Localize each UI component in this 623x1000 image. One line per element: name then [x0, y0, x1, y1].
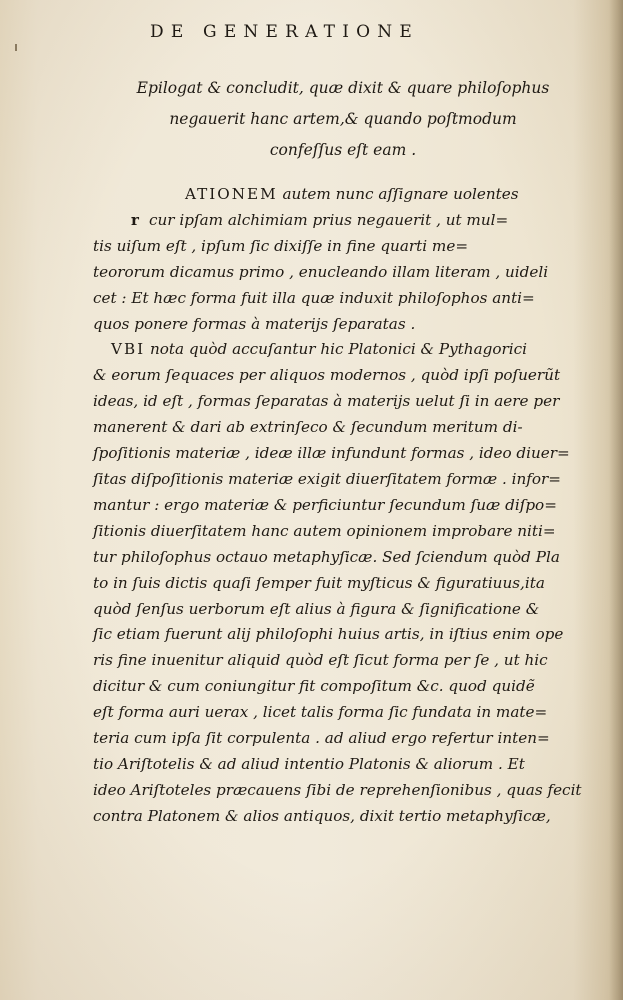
text-line: ris fine inuenitur aliquid quòd eſt ſicut forma per ſe , ut hic	[93, 651, 548, 670]
text-line: & eorum ſequaces per aliquos modernos , quòd ipſi poſuerũt	[93, 366, 561, 385]
text-line: to in ſuis dictis quaſi ſemper fuit myſticus & figuratiuus,ita	[93, 573, 545, 592]
text-line: ſpoſitionis materiæ , ideæ illæ infundunt formas , ideo diuer=	[93, 444, 570, 463]
line-text: nota quòd accuſantur hic Platonici & Pythagorici	[149, 340, 527, 359]
text-line: ideo Ariſtoteles præcauens ſibi de reprehenſionibus , quas fecit	[93, 780, 582, 799]
text-line: tur philoſophus octauo metaphyſicæ. Sed ſciendum quòd Pla	[93, 547, 560, 566]
line-text: autem nunc aſſignare uolentes	[282, 185, 519, 203]
text-line: ſitionis diuerſitatem hanc autem opinionem improbare niti=	[93, 521, 556, 540]
text-line: cet : Et hæc forma fuit illa quæ induxit philoſophos anti=	[93, 288, 535, 307]
text-line: quos ponere formas à materijs ſeparatas .	[93, 314, 416, 333]
summary-line: negauerit hanc artem,& quando poſtmodum	[169, 110, 517, 128]
text-line: quòd ſenſus uerborum eſt alius à figura & ſignificatione &	[93, 599, 540, 618]
text-line: teria cum ipſa ſit corpulenta . ad aliud ergo refertur inten=	[93, 729, 550, 748]
text-line	[93, 337, 588, 363]
page-edge-shadow	[609, 0, 623, 1000]
text-line: ſic etiam fuerunt alij philoſophi huius artis, in iſtius enim ope	[93, 625, 564, 644]
text-line: dicitur & cum coniungitur fit compoſitum &c. quod quidẽ	[93, 677, 535, 696]
running-head: DE GENERATIONE	[150, 22, 419, 42]
text-line: ideas, id eſt , formas ſeparatas à materijs uelut ſi in aere per	[93, 392, 560, 411]
text-line: ſitas diſpoſitionis materiæ exigit diuerſitatem formæ . infor=	[93, 469, 561, 488]
text-line	[93, 208, 588, 234]
chapter-summary	[123, 73, 563, 166]
initial-letter: r	[131, 210, 139, 229]
summary-line: Epilogat & concludit, quæ dixit & quare philoſophus	[136, 79, 550, 97]
text-line: contra Platonem & alios antiquos, dixit tertio metaphyſicæ,	[93, 806, 551, 825]
margin-mark	[15, 44, 17, 51]
text-line: manerent & dari ab extrinſeco & ſecundum meritum di-	[93, 418, 523, 437]
paragraph-opening-capitals: VBI	[111, 340, 146, 359]
line-text: cur ipſam alchimiam prius negauerit , ut mul=	[149, 210, 509, 229]
opening-capitals: ATIONEM	[185, 185, 278, 203]
text-line: tio Ariſtotelis & ad aliud intentio Platonis & aliorum . Et	[93, 754, 525, 773]
summary-line: confeſſus eſt eam .	[269, 141, 417, 159]
text-line: eſt forma auri uerax , licet talis forma ſic fundata in mate=	[93, 703, 548, 722]
body-text	[93, 182, 588, 830]
text-line: mantur : ergo materiæ & perficiuntur ſecundum ſuæ diſpo=	[93, 495, 557, 514]
text-line	[93, 182, 588, 208]
text-line: teororum dicamus primo , enucleando illam literam , uideli	[93, 262, 549, 281]
text-line: tis uiſum eſt , ipſum ſic dixiſſe in fine quarti me=	[93, 236, 469, 255]
